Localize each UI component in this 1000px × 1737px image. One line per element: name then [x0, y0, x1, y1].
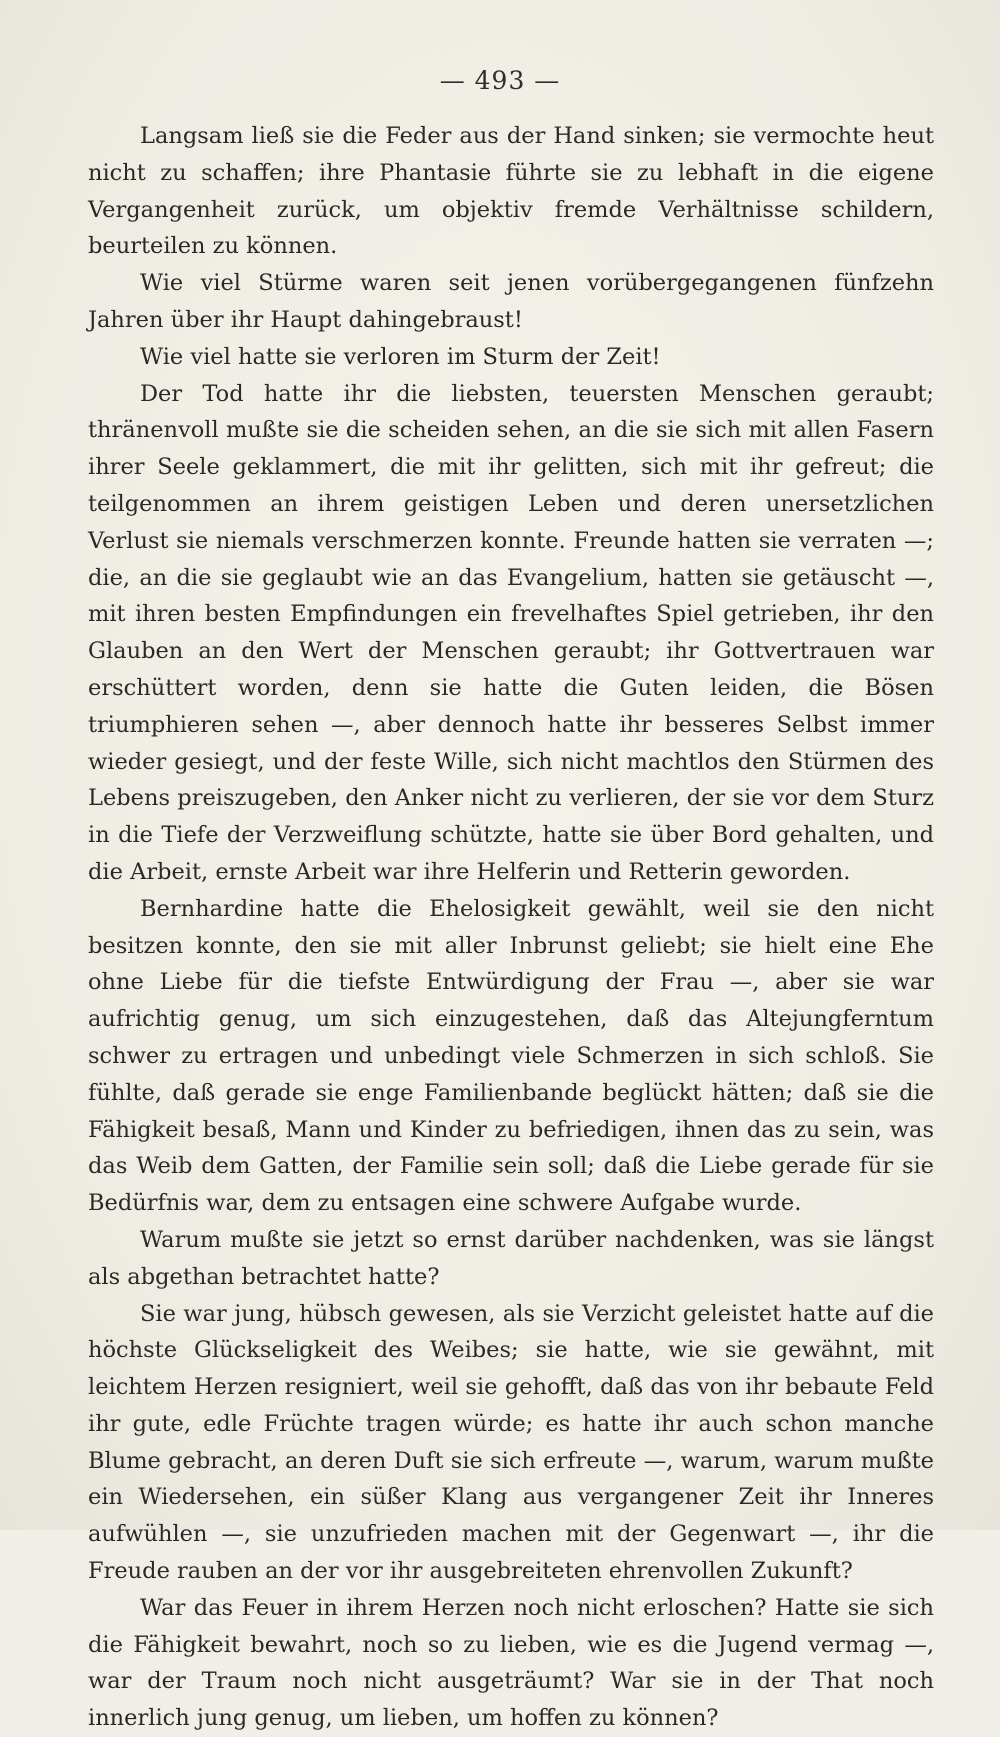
paragraph-8: War das Feuer in ihrem Herzen noch nicht erloschen? Hatte sie sich die Fähigkeit bewahrt, noch so zu lieben, wie es die Jugend vermag —, war der Traum noch nicht ausgeträumt? War sie in der That noch innerlich jung genug, um lieben, um hoffen zu können?: [88, 1594, 934, 1732]
paragraph-5: Bernhardine hatte die Ehelosigkeit gewählt, weil sie den nicht besitzen konnte, den sie mit aller Inbrunst geliebt; sie hielt eine Ehe ohne Liebe für die tiefste Entwürdigung der Frau —, aber sie war aufrichtig genug, um sich einzugestehen, daß das Altejungferntum schwer zu ertragen und unbedingt viele Schmerzen in sich schloß. Sie fühlte, daß gerade sie enge Familienbande beglückt hätten; daß sie die Fähigkeit besaß, Mann und Kinder zu befriedigen, ihnen das zu sein, was das Weib dem Gatten, der Familie sein soll; daß die Liebe gerade für sie Bedürfnis war, dem zu entsagen eine schwere Aufgabe wurde.: [88, 895, 934, 1217]
page-number: — 493 —: [439, 66, 561, 95]
paragraph-7: Sie war jung, hübsch gewesen, als sie Verzicht geleistet hatte auf die höchste Glückseligkeit des Weibes; sie hatte, wie sie gewähnt, mit leichtem Herzen resigniert, weil sie gehofft, daß das von ihr bebaute Feld ihr gute, edle Früchte tragen würde; es hatte ihr auch schon manche Blume gebracht, an deren Duft sie sich erfreute —, warum, warum mußte ein Wiedersehen, ein süßer Klang aus vergangener Zeit ihr Inneres aufwühlen —, sie unzufrieden machen mit der Gegenwart —, ihr die Freude rauben an der vor ihr ausgebreiteten ehrenvollen Zukunft?: [88, 1300, 934, 1585]
paragraph-4: Der Tod hatte ihr die liebsten, teuersten Menschen geraubt; thränenvoll mußte sie die scheiden sehen, an die sie sich mit allen Fasern ihrer Seele geklammert, die mit ihr gelitten, sich mit ihr gefreut; die teilgenommen an ihrem geistigen Leben und deren unersetzlichen Verlust sie niemals verschmerzen konnte. Freunde hatten sie verraten —; die, an die sie geglaubt wie an das Evangelium, hatten sie getäuscht —, mit ihren besten Empfindungen ein frevelhaftes Spiel getrieben, ihr den Glauben an den Wert der Menschen geraubt; ihr Gottvertrauen war erschüttert worden, denn sie hatte die Guten leiden, die Bösen triumphieren sehen —, aber dennoch hatte ihr besseres Selbst immer wieder gesiegt, und der feste Wille, sich nicht machtlos den Stürmen des Lebens preiszugeben, den Anker nicht zu verlieren, der sie vor dem Sturz in die Tiefe der Verzweiflung schützte, hatte sie über Bord gehalten, und die Arbeit, ernste Arbeit war ihre Helferin und Retterin geworden.: [88, 380, 934, 885]
paragraph-6: Warum mußte sie jetzt so ernst darüber nachdenken, was sie längst als abgethan betrachtet hatte?: [88, 1226, 934, 1290]
paragraph-2: Wie viel Stürme waren seit jenen vorübergegangenen fünfzehn Jahren über ihr Haupt dahingebraust!: [88, 270, 934, 333]
paragraph-3: Wie viel hatte sie verloren im Sturm der Zeit!: [140, 343, 661, 370]
body-text: [88, 118, 934, 1737]
paragraph-1: Langsam ließ sie die Feder aus der Hand sinken; sie vermochte heut nicht zu schaffen; ihre Phantasie führte sie zu lebhaft in die eigene Vergangenheit zurück, um objektiv fremde Verhältnisse schildern, beurteilen zu können.: [88, 123, 934, 260]
